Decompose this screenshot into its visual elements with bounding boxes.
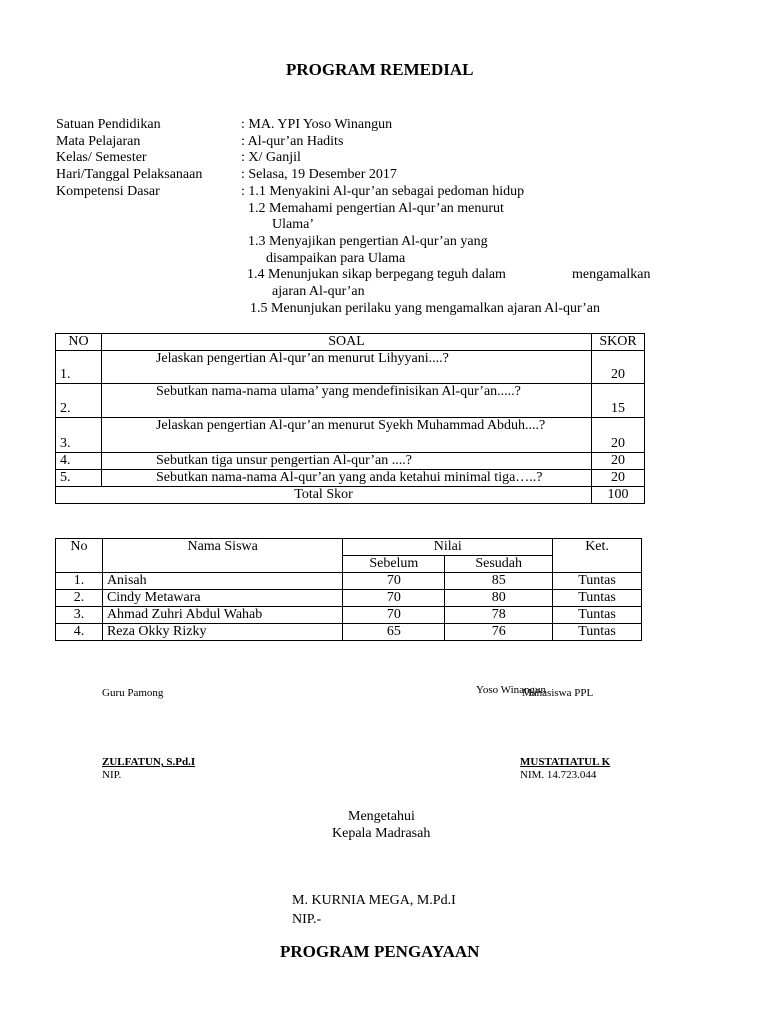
soal-text: Sebutkan nama-nama Al-qur’an yang anda ketahui minimal tiga…..? [101,470,591,487]
siswa-sesudah: 76 [445,624,553,641]
soal-table [55,333,645,504]
info-label-mapel: Mata Pelajaran [56,134,141,149]
kepala-nip: NIP.- [292,912,322,927]
soal-no: 1. [56,351,102,384]
siswa-ket: Tuntas [553,573,642,590]
header-sebelum: Sebelum [343,556,445,573]
header-sesudah: Sesudah [445,556,553,573]
siswa-nama: Reza Okky Rizky [102,624,342,641]
info-label-satuan: Satuan Pendidikan [56,117,161,132]
mahasiswa-label: Mahasiswa PPL [522,687,594,699]
mahasiswa-nim: NIM. 14.723.044 [520,769,597,781]
nilai-table [55,538,642,641]
signature-place: Yoso Winangun [476,684,547,696]
table-row [56,590,642,607]
guru-pamong-label: Guru Pamong [102,687,164,699]
soal-no: 5. [56,470,102,487]
kd-1-4: 1.4 Menunjukan sikap berpegang teguh dalam [247,267,506,282]
mahasiswa-name: MUSTATIATUL K [520,756,611,768]
siswa-no: 2. [56,590,103,607]
soal-no: 4. [56,453,102,470]
info-value-satuan: : MA. YPI Yoso Winangun [241,117,393,132]
info-value-tanggal: : Selasa, 19 Desember 2017 [241,167,397,182]
info-value-kelas: : X/ Ganjil [241,150,301,165]
kd-1-3-cont: disampaikan para Ulama [266,251,406,266]
siswa-ket: Tuntas [553,607,642,624]
siswa-sesudah: 78 [445,607,553,624]
nilai-header-row [56,539,642,556]
table-row [56,418,645,453]
siswa-sebelum: 70 [343,590,445,607]
siswa-nama: Cindy Metawara [102,590,342,607]
kd-1-2-cont: Ulama’ [272,217,314,232]
kd-1-4-cont: ajaran Al-qur’an [272,284,365,299]
kepala-label: Kepala Madrasah [332,826,431,841]
header-no: No [56,539,103,573]
soal-skor: 20 [592,351,645,384]
kd-1-5: 1.5 Menunjukan perilaku yang mengamalkan ajaran Al-qur’an [250,301,601,316]
siswa-sesudah: 80 [445,590,553,607]
info-label-kd: Kompetensi Dasar [56,184,160,199]
siswa-nama: Ahmad Zuhri Abdul Wahab [102,607,342,624]
siswa-sebelum: 70 [343,573,445,590]
guru-nip: NIP. [102,769,122,781]
table-row [56,607,642,624]
header-ket: Ket. [553,539,642,573]
pengayaan-title: PROGRAM PENGAYAAN [280,942,480,961]
kd-1-4-end: mengamalkan [572,267,651,282]
header-no: NO [56,334,102,351]
total-label: Total Skor [56,487,592,504]
siswa-sesudah: 85 [445,573,553,590]
soal-text: Jelaskan pengertian Al-qur’an menurut Lihyyani....? [101,351,591,384]
info-label-tanggal: Hari/Tanggal Pelaksanaan [56,167,203,182]
soal-skor: 20 [592,418,645,453]
table-row [56,453,645,470]
guru-name: ZULFATUN, S.Pd.I [102,756,196,768]
kd-1-2: 1.2 Memahami pengertian Al-qur’an menurut [248,201,504,216]
siswa-no: 4. [56,624,103,641]
info-value-kd: : 1.1 Menyakini Al-qur’an sebagai pedoman hidup [241,184,525,199]
table-row [56,351,645,384]
header-skor: SKOR [592,334,645,351]
table-row [56,573,642,590]
kd-1-3: 1.3 Menyajikan pengertian Al-qur’an yang [248,234,488,249]
total-value: 100 [592,487,645,504]
soal-text: Jelaskan pengertian Al-qur’an menurut Syekh Muhammad Abduh....? [101,418,591,453]
header-soal: SOAL [101,334,591,351]
siswa-no: 3. [56,607,103,624]
remedial-title: PROGRAM REMEDIAL [286,60,474,79]
soal-no: 2. [56,384,102,418]
siswa-sebelum: 70 [343,607,445,624]
soal-no: 3. [56,418,102,453]
header-nilai: Nilai [343,539,553,556]
soal-header-row [56,334,645,351]
info-value-mapel: : Al-qur’an Hadits [241,134,344,149]
siswa-nama: Anisah [102,573,342,590]
table-row [56,624,642,641]
soal-skor: 20 [592,453,645,470]
soal-skor: 20 [592,470,645,487]
total-row [56,487,645,504]
table-row [56,384,645,418]
soal-text: Sebutkan tiga unsur pengertian Al-qur’an ....? [101,453,591,470]
info-label-kelas: Kelas/ Semester [56,150,147,165]
soal-text: Sebutkan nama-nama ulama’ yang mendefinisikan Al-qur’an.....? [101,384,591,418]
siswa-ket: Tuntas [553,590,642,607]
table-row [56,470,645,487]
mengetahui-label: Mengetahui [348,809,415,824]
header-nama: Nama Siswa [102,539,342,573]
soal-skor: 15 [592,384,645,418]
siswa-no: 1. [56,573,103,590]
siswa-ket: Tuntas [553,624,642,641]
kepala-name: M. KURNIA MEGA, M.Pd.I [292,893,456,908]
siswa-sebelum: 65 [343,624,445,641]
